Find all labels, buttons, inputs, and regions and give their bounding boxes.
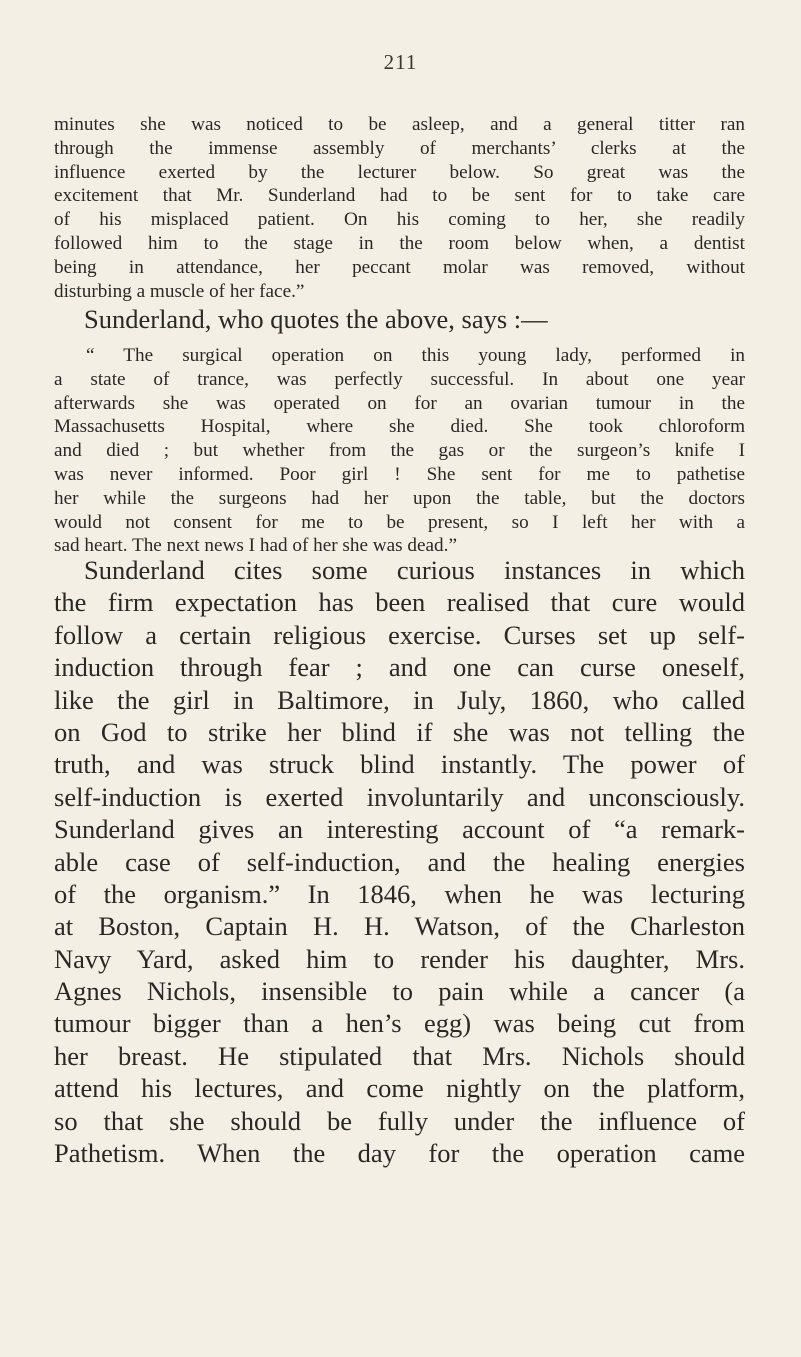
second-quote	[54, 344, 745, 558]
quote-continuation	[54, 113, 745, 303]
text-line: Pathetism. When the day for the operation came	[54, 1138, 745, 1169]
text-line: Navy Yard, asked him to render his daughter, Mrs.	[54, 943, 745, 974]
text-line: Sunderland gives an interesting account of “a remark-	[54, 814, 745, 845]
text-line: like the girl in Baltimore, in July, 1860, who called	[54, 684, 745, 715]
text-line: sad heart. The next news I had of her she was dead.”	[54, 535, 457, 557]
text-line: minutes she was noticed to be asleep, and a general titter ran	[54, 114, 745, 135]
text-line: follow a certain religious exercise. Curses set up self-	[54, 619, 745, 650]
intro-line	[54, 303, 745, 335]
text-line: induction through fear ; and one can curse oneself,	[54, 652, 745, 683]
text-line: influence exerted by the lecturer below. So great was the	[54, 161, 745, 183]
text-line: her while the surgeons had her upon the table, but the doctors	[54, 487, 745, 509]
text-line: at Boston, Captain H. H. Watson, of the Charleston	[54, 911, 745, 942]
main-paragraph	[54, 554, 745, 1169]
text-line: the firm expectation has been realised that cure would	[54, 587, 745, 618]
text-line: was never informed. Poor girl ! She sent for me to pathetise	[54, 463, 745, 485]
text-line: Agnes Nichols, insensible to pain while a cancer (a	[54, 976, 745, 1007]
text-line: followed him to the stage in the room below when, a dentist	[54, 232, 745, 254]
text-line: Sunderland, who quotes the above, says :—	[84, 304, 548, 334]
text-line: tumour bigger than a hen’s egg) was being cut from	[54, 1008, 745, 1039]
text-line: would not consent for me to be present, so I left her with a	[54, 511, 745, 533]
text-line: of the organism.” In 1846, when he was lecturing	[54, 878, 745, 909]
text-line: Massachusetts Hospital, where she died. She took chloroform	[54, 416, 745, 438]
text-line: disturbing a muscle of her face.”	[54, 280, 305, 302]
text-line: Sunderland cites some curious instances in which	[84, 555, 745, 585]
text-line: “ The surgical operation on this young lady, performed in	[86, 345, 745, 366]
text-line: truth, and was struck blind instantly. The power of	[54, 749, 745, 780]
text-line: attend his lectures, and come nightly on the platform,	[54, 1073, 745, 1104]
text-line: afterwards she was operated on for an ovarian tumour in the	[54, 392, 745, 414]
text-line: being in attendance, her peccant molar was removed, without	[54, 256, 745, 278]
text-line: self-induction is exerted involuntarily and unconsciously.	[54, 781, 745, 812]
text-line: able case of self-induction, and the healing energies	[54, 846, 745, 877]
text-line: and died ; but whether from the gas or the surgeon’s knife I	[54, 440, 745, 462]
text-line: excitement that Mr. Sunderland had to be sent for to take care	[54, 185, 745, 207]
text-line: so that she should be fully under the influence of	[54, 1105, 745, 1136]
text-line: through the immense assembly of merchants’ clerks at the	[54, 137, 745, 159]
text-line: a state of trance, was perfectly successful. In about one year	[54, 368, 745, 390]
page-number: 211	[383, 50, 418, 74]
text-line: on God to strike her blind if she was not telling the	[54, 716, 745, 747]
text-line: her breast. He stipulated that Mrs. Nichols should	[54, 1040, 745, 1071]
text-line: of his misplaced patient. On his coming to her, she readily	[54, 209, 745, 231]
